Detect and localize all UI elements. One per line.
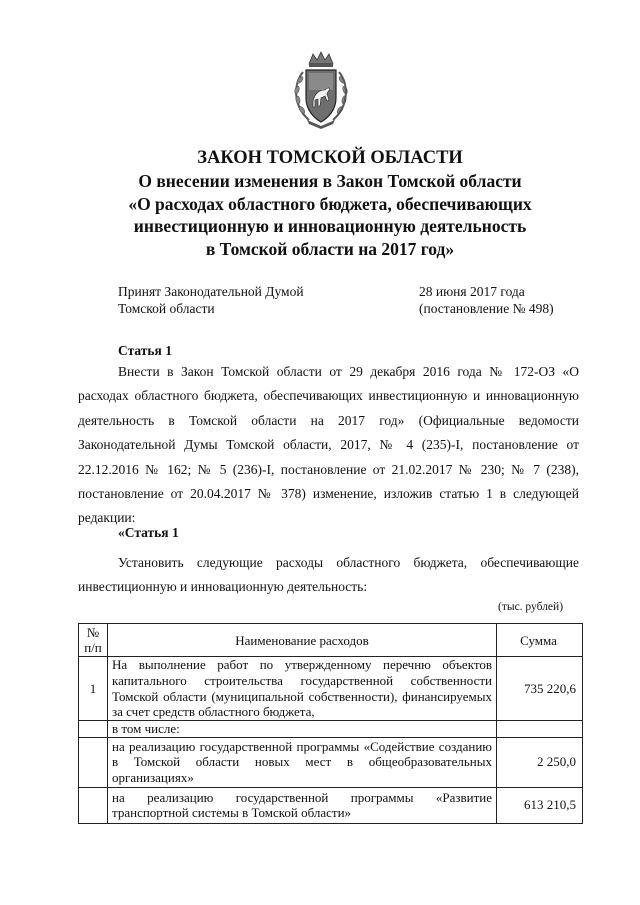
expenditure-table [78, 623, 583, 824]
row-name: на реализацию государственной программы «Развитие транспортной системы в Томской области» [112, 789, 492, 821]
row-sum: 735 220,6 [497, 657, 583, 721]
header-number: № п/п [79, 624, 108, 657]
row-sum: 613 210,5 [497, 787, 583, 823]
law-title: ЗАКОН ТОМСКОЙ ОБЛАСТИ [197, 148, 463, 168]
table-row [79, 657, 583, 721]
adoption-date-line: 28 июня 2017 года [419, 284, 525, 299]
table-row [79, 737, 583, 787]
header-name: Наименование расходов [108, 624, 497, 657]
law-subtitle-line: «О расходах областного бюджета, обеспечивающих [128, 193, 532, 214]
table-header-row [79, 624, 583, 657]
header-sum: Сумма [497, 624, 583, 657]
law-title-block [70, 146, 590, 260]
adoption-authority-line: Принят Законодательной Думой [118, 284, 304, 299]
adoption-authority-line: Томской области [118, 301, 215, 316]
article-1-heading: Статья 1 [118, 343, 172, 358]
tomsk-coat-of-arms-emblem [289, 50, 353, 130]
row-number: 1 [79, 657, 108, 721]
adoption-date [419, 283, 554, 317]
adoption-resolution-line: (постановление № 498) [419, 301, 554, 316]
adoption-authority [118, 283, 304, 317]
law-subtitle-line: в Томской области на 2017 год» [205, 238, 455, 259]
row-number [79, 721, 108, 738]
row-number [79, 787, 108, 823]
quoted-article-text: Установить следующие расходы областного бюджета, обеспечивающие инвестиционную и инновационную деятельность: [78, 555, 579, 595]
law-subtitle-line: О внесении изменения в Закон Томской области [138, 171, 522, 191]
quoted-article-heading: «Статья 1 [118, 525, 179, 540]
row-name: в том числе: [112, 721, 180, 736]
table-row [79, 787, 583, 823]
table-units: (тыс. рублей) [498, 601, 564, 613]
article-1-text: Внести в Закон Томской области от 29 декабря 2016 года № 172-ОЗ «О расходах областного бюджета, обеспечивающих инвестиционную и инновационную деятельность в Томской области на 2017 год» (Официальные ведомости Законодательной Думы Томской области, 2017, № 4 (235)-I, постановление от 22.12.2016 № 162; № 5 (236)-I, постановление от 21.02.2017 № 230; № 7 (238), постановление от 20.04.2017 № 378) изменение, изложив статью 1 в следующей редакции: [78, 364, 579, 526]
table-row [79, 721, 583, 738]
row-sum [497, 721, 583, 738]
row-name: на реализацию государственной программы «Содействие созданию в Томской области новых мест в общеобразовательных организациях» [112, 738, 492, 785]
row-sum: 2 250,0 [497, 737, 583, 787]
row-name: На выполнение работ по утвержденному перечню объектов капитального строительства государственной собственности Томской области (муниципальной собственности), финансируемых за счет средств областного бюджета, [112, 657, 492, 720]
row-number [79, 737, 108, 787]
law-subtitle-line: инвестиционную и инновационную деятельность [133, 216, 527, 236]
